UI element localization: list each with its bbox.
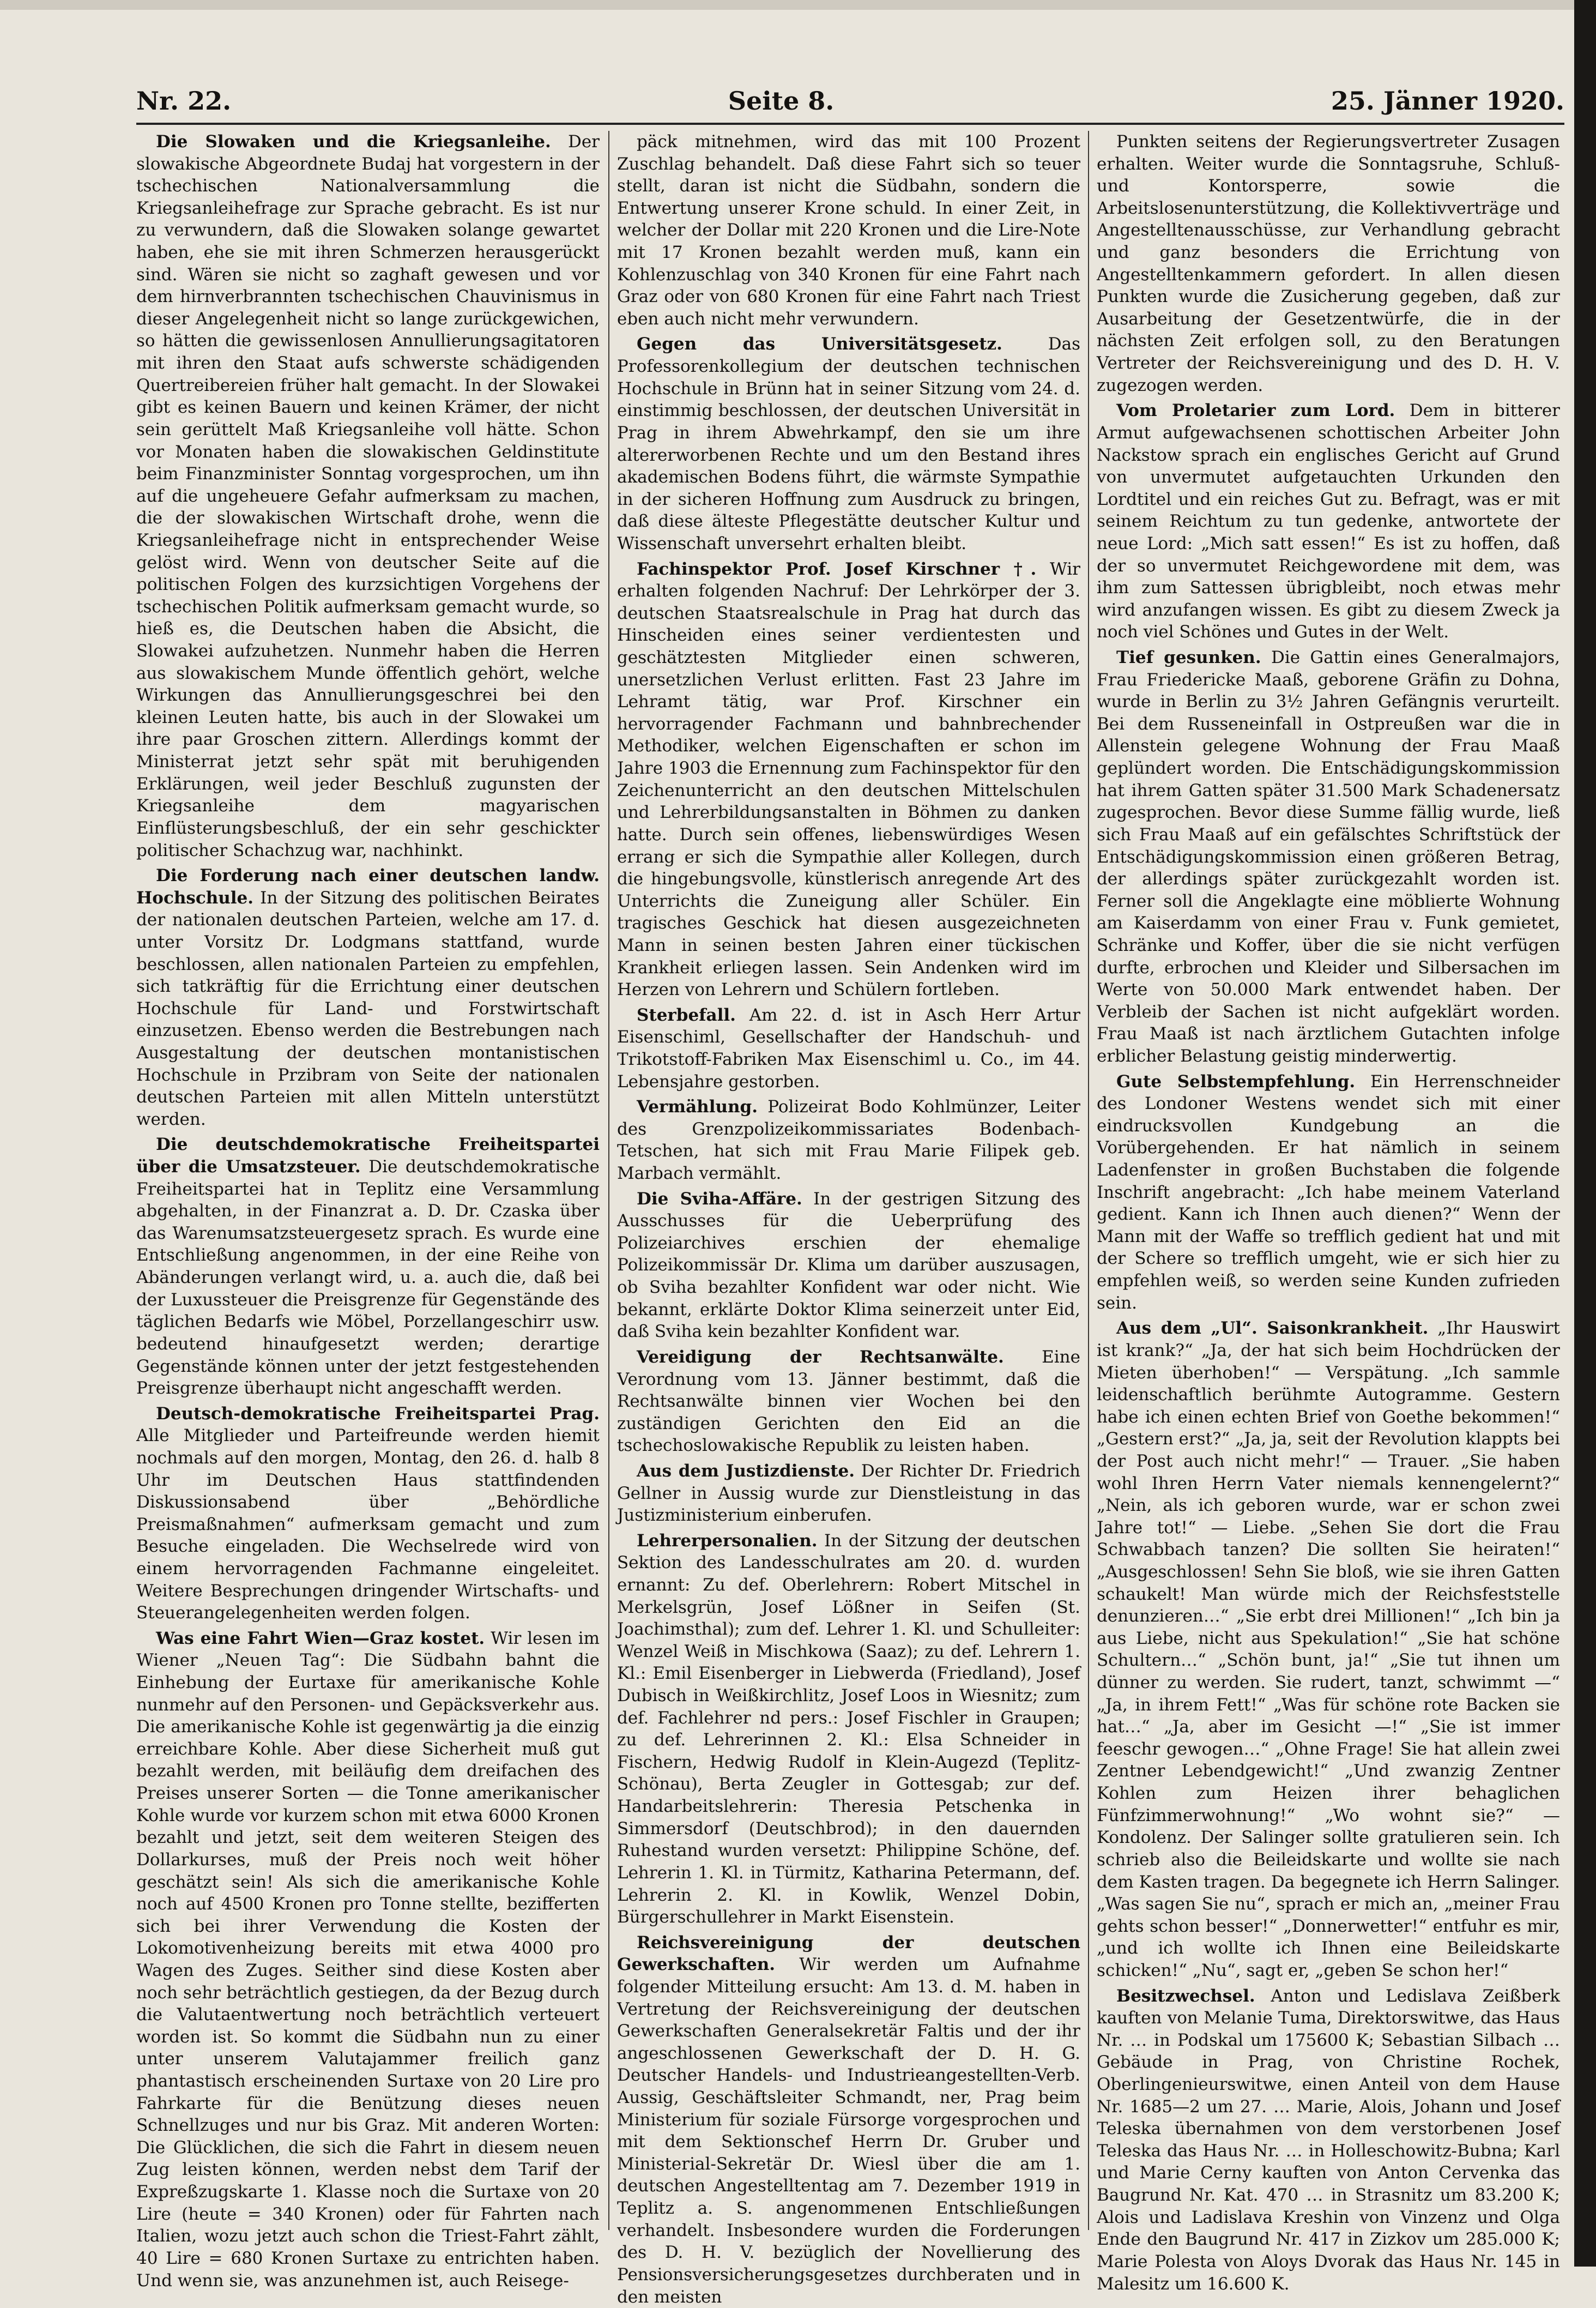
article-body: „Ihr Hauswirt ist krank?“ „Ja, der hat sich beim Hochdrücken der Mieten überhoben!“ — Verspätung. „Ich sammle leidenschaftlich berühmte Autogramme. Gestern habe ich einen echten Brief von Goethe bekommen!“ „Gestern erst?“ „Ja, ja, seit der Revolution klappts bei der Post auch nicht mehr!“ — Trauer. „Sie haben wohl Ihren Herrn Vater niemals kennengelernt?“ „Nein, als ich geboren wurde, war er schon zwei Jahre tot!“ — Liebe. „Sehen Sie dort die Frau Schwabbach tanzen? Die sollten Sie heiraten!“ „Ausgeschlossen! Sehn Sie bloß, wie sie ihren Gatten schaukelt! Man würde mich der Reichsfeststelle denunzieren…“ „Sie erbt drei Millionen!“ „Ich bin ja aus Liebe, nicht aus Spekulation!“ „Sie hat schöne Schultern…“ „Schön bunt, ja!“ „Sie tut ihnen um dünner zu werden. Sie rudert, tanzt, schwimmt —“ „Ja, in ihrem Fett!“ „Was für schöne rote Backen sie hat…“ „Ja, aber im Gesicht —!“ „Sie ist immer feeschr gewogen…“ „Ohne Frage! Sie hat allein zwei Zentner Lebendgewicht!“ „Und zwanzig Zentner Kohlen zum Heizen ihrer behaglichen Fünfzimmerwohnung!“ „Wo wohnt sie?“ — Kondolenz. Der Salinger sollte gratulieren sein. Ich schrieb also die Beileidskarte und wollte sie nach dem Kasten tragen. Da begegnete ich Herrn Salinger. „Was sagen Sie nu“, sprach er mich an, „meiner Frau gehts schon besser!“ „Donnerwetter!“ entfuhr es mir, „und ich wollte ich Ihnen eine Beileidskarte schicken!“ „Nu“, sagt er, „geben Se schon her!“	[1097, 1318, 1561, 1980]
scan-right-border	[1574, 0, 1596, 2267]
article-heading: Fachinspektor Prof. Josef Kirschner †.	[637, 559, 1037, 579]
issue-date: 25. Jänner 1920.	[1331, 86, 1564, 116]
article	[1097, 1985, 1560, 2295]
article	[617, 1004, 1080, 1093]
article-heading: Lehrerpersonalien.	[637, 1530, 818, 1551]
article	[1097, 400, 1560, 643]
article	[1097, 647, 1560, 1068]
article	[136, 1403, 600, 1624]
scan-top-border	[0, 0, 1596, 10]
article	[1097, 1317, 1560, 1981]
article	[617, 1460, 1080, 1527]
column-1	[136, 131, 600, 2291]
article-body: In der Sitzung der deutschen Sektion des Landesschulrates am 20. d. wurden ernannt: Zu def. Oberlehrern: Robert Mitschel in Merkelsgrün, Josef Lößner in Seifen (St. Joachimsthal); zum def. Lehrer 1. Kl. und Schulleiter: Wenzel Weiß in Mischkowa (Saaz); zu def. Lehrern 1. Kl.: Emil Eisenberger in Liebwerda (Friedland), Josef Dubisch in Weißkirchlitz, Josef Loos in Wiesnitz; zum def. Fachlehrer nd pers.: Josef Fischler in Graupen; zu def. Lehrerinnen 2. Kl.: Elsa Schneider in Fischern, Hedwig Rudolf in Klein-Augezd (Teplitz-Schönau), Berta Zeugler in Gottesgab; zur def. Handarbeitslehrerin: Theresia Petschenka in Simmersdorf (Deutschbrod); in den dauernden Ruhestand wurden versetzt: Philippine Schöne, def. Lehrerin 1. Kl. in Türmitz, Katharina Petermann, def. Lehrerin 2. Kl. in Kowlik, Wenzel Dobin, Bürgerschullehrer in Markt Eisenstein.	[617, 1530, 1080, 1927]
article-heading: Die Sviha-Affäre.	[637, 1189, 802, 1209]
article	[617, 1346, 1080, 1457]
article-heading: Aus dem „Ul“. Saisonkrankheit.	[1116, 1318, 1429, 1339]
article-body: In der Sitzung des politischen Beirates der nationalen deutschen Parteien, welche am 17. d. unter Vorsitz Dr. Lodgmans stattfand, wurde beschlossen, allen nationalen Parteien zu empfehlen, sich tatkräftig für die Errichtung einer deutschen Hochschule für Land- und Forstwirtschaft einzusetzen. Ebenso werden die Bestrebungen nach Ausgestaltung der deutschen montanistischen Hochschule in Przibram von Seite der nationalen deutschen Parteien mit allen Mitteln unterstützt werden.	[136, 888, 600, 1129]
article-heading: Reichsvereinigung der deutschen Gewerkschaften.	[617, 1932, 1080, 1975]
article	[617, 1530, 1080, 1929]
article-heading: Die Slowaken und die Kriegsanleihe.	[156, 132, 551, 152]
article-body: Wir erhalten folgenden Nachruf: Der Lehrkörper der 3. deutschen Staatsrealschule in Prag hat durch das Hinscheiden eines seiner verdientesten und geschätztesten Mitglieder einen schweren, unersetzlichen Verlust erlitten. Fast 23 Jahre im Lehramt tätig, war Prof. Kirschner ein hervorragender Fachmann und bahnbrechender Methodiker, welchen Eigenschaften er schon im Jahre 1903 die Ernennung zum Fachinspektor für den Zeichenunterricht an den deutschen Mittelschulen und Lehrerbildungsanstalten in Böhmen zu danken hatte. Durch sein offenes, liebenswürdiges Wesen errang er sich die Sympathie aller Kollegen, durch die hingebungsvolle, künstlerisch anregende Art des Unterrichts die Zuneigung aller Schüler. Ein tragisches Geschick hat diesen ausgezeichneten Mann in seinen besten Jahren einer tückischen Krankheit erliegen lassen. Sein Andenken wird im Herzen von Lehrern und Schülern fortleben.	[617, 559, 1080, 1000]
article-heading: Die deutschdemokratische Freiheitspartei über die Umsatzsteuer.	[136, 1135, 600, 1177]
article-heading: Die Forderung nach einer deutschen landw. Hochschule.	[136, 866, 600, 908]
column-2	[617, 131, 1081, 2307]
article	[617, 1188, 1080, 1343]
article-heading: Vereidigung der Rechtsanwälte.	[637, 1347, 1004, 1367]
article	[136, 1134, 600, 1399]
article-heading: Gegen das Universitätsgesetz.	[637, 334, 1002, 354]
article	[1097, 1071, 1560, 1315]
article	[617, 131, 1080, 330]
article-heading: Vom Proletarier zum Lord.	[1116, 401, 1395, 421]
article-body: Der Richter Dr. Friedrich Gellner in Aussig wurde zur Dienstleistung in das Justizministerium einberufen.	[617, 1461, 1080, 1526]
article-body: Wir lesen im Wiener „Neuen Tag“: Die Südbahn bahnt die Einhebung der Eurtaxe für amerikanische Kohle nunmehr auf den Personen- und Gepäcksverkehr aus. Die amerikanische Kohle ist gegenwärtig ja die einzig erreichbare Kohle. Aber diese Sicherheit muß gut bezahlt werden, mit beiläufig dem dreifachen des Preises unserer Sorten — die Tonne amerikanischer Kohle wurde vor kurzem schon mit etwa 6000 Kronen bezahlt und jetzt, seit dem weiteren Steigen des Dollarkurses, muß der Preis noch weit höher geschätzt sein! Als sich die amerikanische Kohle noch auf 4500 Kronen pro Tonne stellte, bezifferten sich bei ihrer Verwendung die Kosten der Lokomotivenheizung bereits mit etwa 4000 pro Wagen des Zuges. Seither sind diese Kosten aber noch sehr beträchtlich gestiegen, da der Bezug durch die Valutaentwertung noch beträchtlich verteuert worden ist. So kommt die Südbahn nun zu einer unter unserem Valutajammer freilich ganz phantastisch erscheinenden Surtaxe von 20 Lire pro Fahrkarte für die Benützung dieses neuen Schnellzuges und nur bis Graz. Mit anderen Worten: Die Glücklichen, die sich die Fahrt in diesem neuen Zug leisten können, werden nebst dem Tarif der Expreßzugskarte 1. Klasse noch die Surtaxe von 20 Lire (heute = 340 Kronen) oder für Fahrten nach Italien, wozu jetzt auch schon die Triest-Fahrt zählt, 40 Lire = 680 Kronen Surtaxe zu entrichten haben. Und wenn sie, was anzunehmen ist, auch Reisege-	[136, 1628, 600, 2291]
article-heading: Gute Selbstempfehlung.	[1116, 1071, 1356, 1092]
column-separator	[1088, 131, 1089, 2230]
article	[617, 333, 1080, 555]
article-body: Dem in bitterer Armut aufgewachsenen schottischen Arbeiter John Nackstow sprach ein englisches Gericht auf Grund von unvermutet aufgetauchten Urkunden den Lordtitel und ein reiches Gut zu. Befragt, was er mit seinem Reichtum zu tun gedenke, antwortete der neue Lord: „Mich satt essen!“ Es ist zu hoffen, daß der so unvermutet Reichgewordene mit dem, was ihm zum Sattessen übrigbleibt, noch etwas mehr wird anzufangen wissen. Es gibt zu diesem Zweck ja noch viel Schönes und Gutes in der Welt.	[1097, 401, 1560, 642]
article-body: Alle Mitglieder und Parteifreunde werden hiemit nochmals auf den morgen, Montag, den 26. d. halb 8 Uhr im Deutschen Haus stattfindenden Diskussionsabend über „Behördliche Preismaßnahmen“ aufmerksam gemacht und zum Besuche eingeladen. Die Wechselrede wird von einem hervorragenden Fachmanne eingeleitet. Weitere Besprechungen dringender Wirtschafts- und Steuerangelegenheiten werden folgen.	[136, 1426, 600, 1623]
header-rule	[136, 123, 1564, 125]
article-heading: Deutsch-demokratische Freiheitspartei Prag.	[156, 1403, 600, 1424]
article-heading: Tief gesunken.	[1116, 648, 1261, 668]
article-body: Eine Verordnung vom 13. Jänner bestimmt, daß die Rechtsanwälte binnen vier Wochen bei den zuständigen Gerichten den Eid an die tschechoslowakische Republik zu leisten haben.	[617, 1347, 1080, 1456]
article	[136, 131, 600, 861]
column-separator	[608, 131, 609, 2230]
article-body: Die Gattin eines Generalmajors, Frau Friedericke Maaß, geborene Gräfin zu Dohna, wurde in Berlin zu 3½ Jahren Gefängnis verurteilt. Bei dem Russeneinfall in Ostpreußen war die in Allenstein gelegene Wohnung der Frau Maaß geplündert worden. Die Entschädigungskommission hat ihrem Gatten später 31.500 Mark Schadenersatz zugesprochen. Bevor diese Summe fällig wurde, ließ sich Frau Maaß auf ein gefälschtes Schriftstück der Entschädigungskommission einen größeren Betrag, der allerdings später zurückgezahlt worden ist. Ferner soll die Angeklagte eine möblierte Wohnung am Kaiserdamm von einer Frau v. Funk gemietet, Schränke und Koffer, über die sie nicht verfügen durfte, erbrochen und Kleider und Silbersachen im Werte von 50.000 Mark entwendet haben. Der Verbleib der Sachen ist nicht aufgeklärt worden. Frau Maaß ist nach ärztlichem Gutachten infolge erblicher Belastung geistig minderwertig.	[1097, 648, 1560, 1066]
article-body: Wir werden um Aufnahme folgender Mitteilung ersucht: Am 13. d. M. haben in Vertretung der Reichsvereinigung der deutschen Gewerkschaften Generalsekretär Faltis und der ihr angeschlossenen Gewerkschaft der D. H. G. Deutscher Handels- und Industrieangestellten-Verb. Aussig, Geschäftsleiter Schmandt, ner, Prag beim Ministerium für soziale Fürsorge vorgesprochen und mit dem Sektionschef Herrn Dr. Gruber und Ministerial-Sekretär Dr. Wiesl über die am 1. deutschen Angestelltentag am 7. Dezember 1919 in Teplitz a. S. angenommenen Entschließungen verhandelt. Insbesondere wurden die Forderungen des D. H. V. bezüglich der Novellierung des Pensionsversicherungsgesetzes durchberaten und in den meisten	[617, 1955, 1080, 2307]
article	[617, 1096, 1080, 1184]
article-heading: Was eine Fahrt Wien—Graz kostet.	[156, 1628, 485, 1648]
article-body: Punkten seitens der Regierungsvertreter Zusagen erhalten. Weiter wurde die Sonntagsruhe, Schluß- und Kontorsperre, sowie die Arbeitslosenunterstützung, die Kollektivverträge und Angestelltenausschüsse, zur Verhandlung gebracht und ganz besonders die Errichtung von Angestelltenkammern gefordert. In allen diesen Punkten wurde die Zusicherung gegeben, daß zur Ausarbeitung der Gesetzentwürfe, die in der nächsten Zeit erfolgen soll, zu den Beratungen Vertreter der Reichsvereinigung und des D. H. V. zugezogen werden.	[1097, 132, 1560, 395]
article	[1097, 131, 1560, 396]
article	[136, 1628, 600, 2292]
article-body: In der gestrigen Sitzung des Ausschusses für die Ueberprüfung des Polizeiarchives erschien der ehemalige Polizeikommissär Dr. Klima um darüber auszusagen, ob Sviha bezahlter Konfident war oder nicht. Wie bekannt, erklärte Doktor Klima seinerzeit unter Eid, daß Sviha kein bezahlter Konfident war.	[617, 1189, 1081, 1342]
page-number: Seite 8.	[728, 86, 835, 116]
article-body: päck mitnehmen, wird das mit 100 Prozent Zuschlag behandelt. Daß diese Fahrt sich so teuer stellt, daran ist nicht die Südbahn, sondern die Entwertung unserer Krone schuld. In einer Zeit, in welcher der Dollar mit 220 Kronen und die Lire-Note mit 17 Kronen bezahlt werden muß, kann ein Kohlenzuschlag von 340 Kronen für eine Fahrt nach Graz oder von 680 Kronen für eine Fahrt nach Triest eben auch nicht mehr verwundern.	[617, 132, 1080, 329]
column-3	[1097, 131, 1561, 2294]
article-body: Am 22. d. ist in Asch Herr Artur Eisenschiml, Gesellschafter der Handschuh- und Trikotstoff-Fabriken Max Eisenschiml u. Co., im 44. Lebensjahre gestorben.	[617, 1005, 1081, 1092]
article-heading: Besitzwechsel.	[1116, 1986, 1255, 2006]
article-heading: Vermählung.	[637, 1097, 758, 1117]
article	[617, 1932, 1080, 2308]
article	[136, 865, 600, 1130]
article-body: Anton und Ledislava Zeißberk kauften von Melanie Tuma, Direktorswitwe, das Haus Nr. … in Podskal um 175600 K; Sebastian Silbach … Gebäude in Prag, von Christine Rochek, Oberlingenieurswitwe, einen Anteil von dem Hause Nr. 1685—2 um 27. … Marie, Alois, Johann und Josef Teleska übernahmen von dem verstorbenen Josef Teleska das Haus Nr. … in Holleschowitz-Bubna; Karl und Marie Cerny kauften von Anton Cervenka das Baugrund Nr. Kat. 470 … in Strasnitz um 83.200 K; Alois und Ladislava Kreshin von Vinzenz und Olga Ende den Baugrund Nr. 417 in Zizkov um 285.000 K; Marie Polesta von Aloys Dvorak das Haus Nr. 145 in Malesitz um 16.600 K.	[1097, 1986, 1560, 2294]
article-body: Das Professorenkollegium der deutschen technischen Hochschule in Brünn hat in seiner Sitzung vom 24. d. einstimmig beschlossen, der deutschen Universität in Prag in ihrem Abwehrkampf, den sie um ihre altererworbenen Rechte und um den Bestand ihres akademischen Bodens führt, die wärmste Sympathie in der sicheren Hoffnung zum Ausdruck zu bringen, daß diese älteste Pflegestätte deutscher Kultur und Wissenschaft unversehrt erhalten bleibt.	[617, 334, 1080, 553]
article-heading: Aus dem Justizdienste.	[637, 1461, 855, 1481]
issue-number: Nr. 22.	[136, 86, 232, 116]
article-heading: Sterbefall.	[637, 1005, 736, 1025]
article-body: Polizeirat Bodo Kohlmünzer, Leiter des Grenzpolizeikommissariates Bodenbach-Tetschen, hat sich mit Frau Marie Filipek geb. Marbach vermählt.	[617, 1097, 1080, 1184]
article-body: Die deutschdemokratische Freiheitspartei hat in Teplitz eine Versammlung abgehalten, in der Finanzrat a. D. Dr. Czaska über das Warenumsatzsteuergesetz sprach. Es wurde eine Entschließung angenommen, in der eine Reihe von Abänderungen verlangt wird, u. a. auch die, daß bei der Luxussteuer die Preisgrenze für Gegenstände des täglichen Bedarfs wie Möbel, Porzellangeschirr usw. bedeutend hinaufgesetzt werden; derartige Gegenstände können unter der jetzt festgestehenden Preisgrenze überhaupt nicht angeschafft werden.	[136, 1157, 600, 1399]
article-body: Der slowakische Abgeordnete Budaj hat vorgestern in der tschechischen Nationalversammlung die Kriegsanleihefrage zur Sprache gebracht. Es ist nur zu verwundern, daß die Slowaken solange gewartet haben, ehe sie mit ihren Schmerzen herausgerückt sind. Wären sie nicht so zaghaft gewesen und vor dem hirnverbrannten tschechischen Chauvinismus in dieser Angelegenheit nicht so lange zurückgewichen, so hätten die gewissenlosen Annullierungsagitatoren mit ihren den Staat aufs schwerste schädigenden Quertreibereien früher halt gemacht. In der Slowakei gibt es keinen Bauern und keinen Krämer, der nicht sein gerüttelt Maß Kriegsanleihe voll hätte. Schon vor Monaten haben die slowakischen Geldinstitute beim Finanzminister Sonntag vorgesprochen, um ihn auf die ungeheuere Gefahr aufmerksam zu machen, die der slowakischen Wirtschaft drohe, wenn die Kriegsanleihefrage nicht in entsprechender Weise gelöst wird. Wenn von deutscher Seite auf die politischen Folgen des kurzsichtigen Vorgehens der tschechischen Politik aufmerksam gemacht wurde, so hieß es, die Deutschen haben die Absicht, die Slowakei aufzuhetzen. Nunmehr haben die Herren aus slowakischem Munde öffentlich gehört, welche Wirkungen das Annullierungsgeschrei bei den kleinen Leuten hatte, bis auch in der Slowakei um ihre paar Groschen zittern. Allerdings kommt der Ministerrat jetzt sehr spät mit beruhigenden Erklärungen, weil jeder Beschluß zugunsten der Kriegsanleihe dem magyarischen Einflüsterungsbeschluß, der ein sehr geschickter politischer Schachzug war, nachhinkt.	[136, 132, 600, 860]
article	[617, 558, 1080, 1001]
article-body: Ein Herrenschneider des Londoner Westens wendet sich mit einer eindrucksvollen Kundgebung an die Vorübergehenden. Er hat nämlich in seinem Ladenfenster in großen Buchstaben die folgende Inschrift angebracht: „Ich habe meinem Vaterland gedient. Kann ich Ihnen auch dienen?“ Wenn der Mann mit der Waffe so trefflich gedient hat und mit der Schere so trefflich umgeht, wie er sich hier zu empfehlen weiß, so werden seine Kunden zufrieden sein.	[1097, 1071, 1560, 1313]
page-header	[136, 82, 1564, 120]
